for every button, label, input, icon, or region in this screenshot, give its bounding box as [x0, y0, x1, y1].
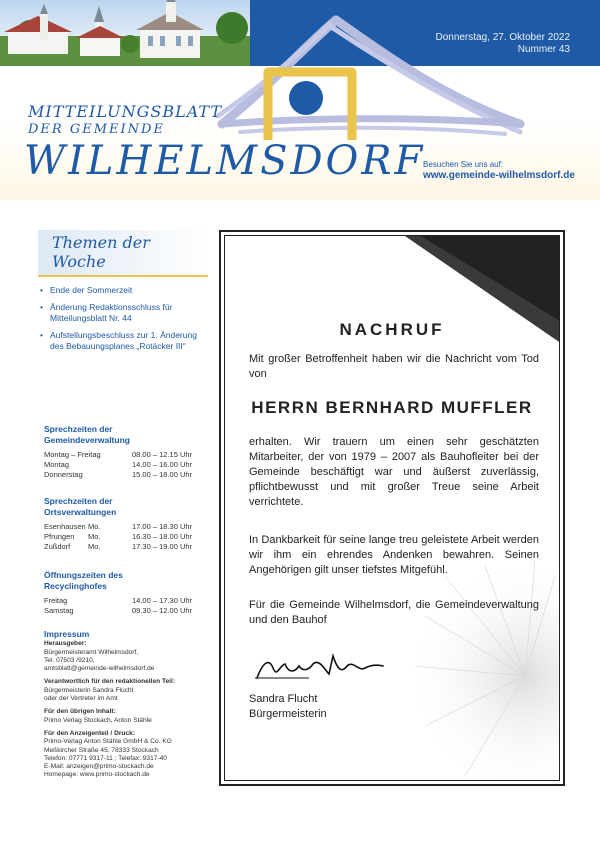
time: 16.30 – 18.00 Uhr: [132, 532, 193, 541]
signature: [249, 648, 409, 688]
ortsverwaltungen-title: [44, 496, 214, 517]
impressum-heading: Für den Anzeigenteil / Druck:: [44, 729, 135, 737]
day: Montag: [44, 460, 70, 469]
time: 15.00 – 18.00 Uhr: [132, 470, 193, 479]
impressum-homepage[interactable]: Homepage: www.primo-stockach.de: [44, 771, 150, 779]
ortsverwaltung-row: [44, 542, 214, 552]
recycling-title: [44, 570, 214, 591]
time: 08.00 – 12.15 Uhr: [132, 450, 193, 459]
sidebar: [38, 230, 208, 358]
issue-date: Donnerstag, 27. Oktober 2022: [435, 32, 570, 43]
ortsverwaltungen-title-text: Sprechzeiten der Ortsverwaltungen: [44, 496, 117, 517]
place: Esenhausen: [44, 522, 86, 531]
themen-item[interactable]: • Änderung Redaktionsschluss für Mitteilungsblatt Nr. 44: [38, 302, 208, 324]
website-link[interactable]: www.gemeinde-wilhelmsdorf.de: [423, 170, 575, 181]
themen-title: Themen der Woche: [38, 230, 208, 277]
impressum-line: Telefon: 07771 9317-11 ; Telefax: 9317-40: [44, 754, 167, 762]
impressum-other: [44, 708, 214, 725]
signer-role: Bürgermeisterin: [249, 708, 327, 720]
nachruf-body1: erhalten. Wir trauern um einen sehr geschätzten Mitarbeiter, der von 1979 – 2007 als Bauhofleiter bei der Gemeinde beschäftigt war und äußerst zuverlässig, pflichtbewusst und mit großer Treue seine Arbeit verrichtete.: [249, 436, 539, 508]
impressum-line: Primo Verlag Stockach, Anton Stähle: [44, 716, 152, 724]
masthead: [0, 0, 600, 200]
time: 09.30 – 12.00 Uhr: [132, 606, 193, 615]
themen-item[interactable]: • Ende der Sommerzeit: [38, 285, 208, 296]
nachruf-body2: In Dankbarkeit für seine lange treu geleistete Arbeit werden wir ihm ein ehrendes Andenken bewahren. Seinen Angehörigen gilt unser tiefstes Mitgefühl.: [249, 534, 539, 576]
impressum-title: Impressum: [44, 629, 90, 639]
impressum-editor: [44, 678, 214, 703]
impressum-line: Primo-Verlag Anton Stähle GmbH & Co. KG: [44, 738, 172, 746]
nachruf-inner-frame: [224, 235, 560, 781]
impressum-publisher: [44, 640, 214, 673]
visit-label: Besuchen Sie uns auf:: [423, 160, 504, 169]
signer-name: Sandra Flucht: [249, 693, 318, 705]
time: 14.00 – 16.00 Uhr: [132, 460, 193, 469]
place: Pfrungen: [44, 532, 75, 541]
impressum-heading: Verantwortlich für den redaktionellen Teil:: [44, 678, 176, 686]
nachruf-heading: NACHRUF: [339, 320, 445, 339]
impressum-line: Tel. 07503 /9210,: [44, 656, 95, 664]
place: Zußdorf: [44, 542, 71, 551]
impressum-heading: Herausgeber:: [44, 640, 87, 648]
day: Mo.: [88, 542, 101, 551]
sprechzeiten-title-text: Sprechzeiten der Gemeindeverwaltung: [44, 424, 130, 445]
issue-number: Nummer 43: [517, 44, 570, 55]
day: Mo.: [88, 522, 101, 531]
impressum: [44, 630, 214, 785]
ortsverwaltung-row: [44, 522, 214, 532]
day: Donnerstag: [44, 470, 83, 479]
impressum-email[interactable]: E-Mail: anzeigen@primo-stockach.de: [44, 763, 154, 771]
impressum-line: oder der Vertreter im Amt: [44, 695, 118, 703]
themen-list: [38, 285, 208, 352]
time: 14.00 – 17.30 Uhr: [132, 596, 193, 605]
sprechzeiten-section: [44, 424, 214, 480]
masthead-line1: MITTEILUNGSBLATT: [28, 102, 223, 121]
time: 17.30 – 19.00 Uhr: [132, 542, 193, 551]
themen-item[interactable]: • Aufstellungsbeschluss zur 1. Änderung des Bebauungsplanes „Rotäcker III“: [38, 330, 208, 352]
impressum-heading: Für den übrigen Inhalt:: [44, 708, 116, 716]
impressum-line: Bürgermeisteramt Wilhelmsdorf,: [44, 648, 139, 656]
sprechzeiten-row: [44, 460, 214, 470]
recycling-section: [44, 570, 214, 616]
deceased-name: HERRN BERNHARD MUFFLER: [251, 398, 533, 417]
recycling-title-text: Öffnungszeiten des Recyclinghofes: [44, 570, 123, 591]
nachruf-body3: Für die Gemeinde Wilhelmsdorf, die Gemeindeverwaltung und den Bauhof: [249, 599, 539, 626]
impressum-print: [44, 730, 214, 780]
masthead-line2: DER GEMEINDE: [28, 122, 165, 137]
day: Montag – Freitag: [44, 450, 101, 459]
recycling-row: [44, 596, 214, 606]
day: Samstag: [44, 606, 74, 615]
sprechzeiten-row: [44, 470, 214, 480]
nachruf-box: [219, 230, 565, 786]
recycling-row: [44, 606, 214, 616]
sprechzeiten-row: [44, 450, 214, 460]
impressum-line: Bürgermeisterin Sandra Flucht: [44, 686, 134, 694]
nachruf-intro: Mit großer Betroffenheit haben wir die Nachricht vom Tod von: [249, 353, 539, 380]
time: 17.00 – 18.30 Uhr: [132, 522, 193, 531]
impressum-email[interactable]: amtsblatt@gemeinde-wilhelmsdorf.de: [44, 665, 155, 673]
signer-block: [249, 692, 327, 722]
impressum-line: Meßkircher Straße 45, 78333 Stockach: [44, 746, 159, 754]
ortsverwaltungen-section: [44, 496, 214, 552]
masthead-title: WILHELMSDORF: [24, 138, 426, 184]
sprechzeiten-title: [44, 424, 214, 445]
day: Mo.: [88, 532, 101, 541]
ortsverwaltung-row: [44, 532, 214, 542]
day: Freitag: [44, 596, 68, 605]
